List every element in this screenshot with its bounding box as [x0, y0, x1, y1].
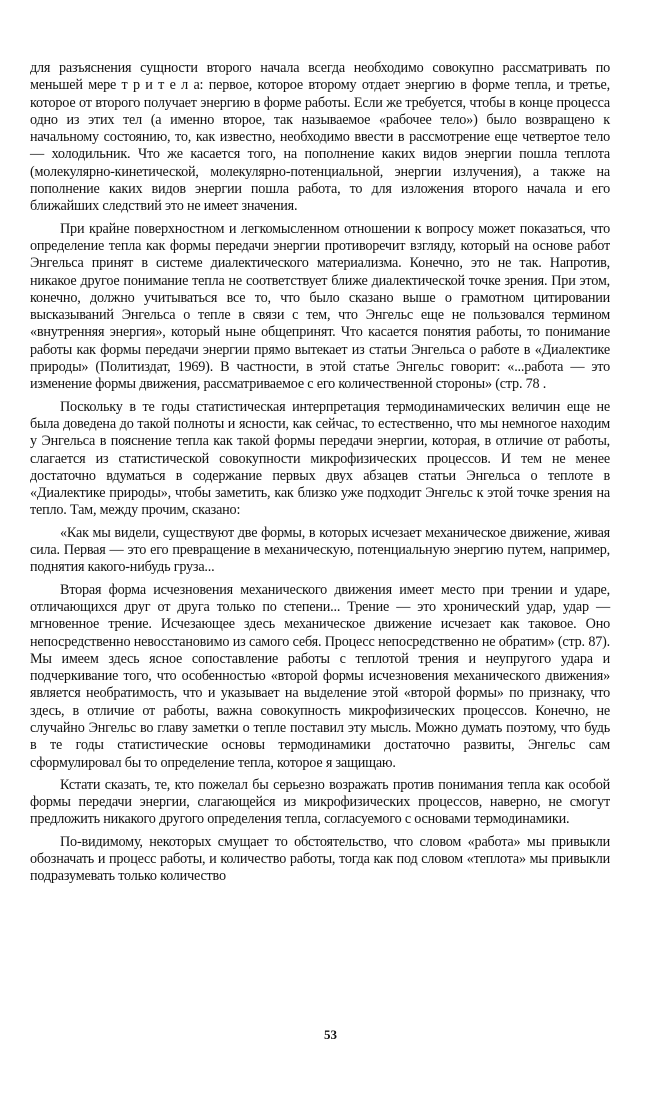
paragraph-second-law-bodies: для разъяснения сущности второго начала всегда необходимо совокупно рассматривать по меньшей мере т р и т е л а: первое, которое второму отдает энергию в форме тепла, и третье, которое от второго получает энергию в форме работы. Если же требуется, чтобы в конце процесса одно из этих тел (а именно второе, так называемое «рабочее тело») было возвращено к начальному состоянию, то, как известно, необходимо ввести в рассмотрение еще четвертое тело — холодильник. Что же касается того, на пополнение каких видов энергии пошла теплота (молекулярно-кинетической, молекулярно-потенциальной, энергии излучения), а также на пополнение каких видов энергии пошла работа, то для изложения второго начала и его ближайших следствий это не имеет значения. — [30, 60, 610, 215]
paragraph-work-word: По-видимому, некоторых смущает то обстоятельство, что словом «работа» мы привыкли обозначать и процесс работы, и количество работы, тогда как под словом «теплота» мы привыкли подразумевать только количество — [30, 833, 610, 885]
quote-mechanical-motion: «Как мы видели, существуют две формы, в которых исчезает механическое движение, живая сила. Первая — это его превращение в механическую, потенциальную энергию путем, например, поднятия какого-нибудь груза... — [30, 524, 610, 576]
paragraph-statistical-interpretation: Поскольку в те годы статистическая интерпретация термодинамических величин еще не была доведена до такой полноты и ясности, как сейчас, то естественно, что мы немногое находим у Энгельса в пояснение тепла как такой формы передачи энергии, которая, в отличие от работы, слагается из статистической совокупности микрофизических процессов. И тем не менее достаточно вдуматься в содержание первых двух абзацев статьи Энгельса о теплоте в «Диалектике природы», чтобы заметить, как близко уже подходит Энгельс к этой точке зрения на тепло. Там, между прочим, сказано: — [30, 398, 610, 519]
paragraph-heat-definition: При крайне поверхностном и легкомысленном отношении к вопросу может показаться, что определение тепла как формы передачи энергии противоречит взгляду, который на основе работ Энгельса принят в системе диалектического материализма. Конечно, это не так. Напротив, никакое другое понимание тепла не соответствует ближе диалектической точке зрения. При этом, конечно, должно учитываться все то, что было сказано выше о грамотном цитировании высказываний Энгельса о тепле в связи с тем, что Энгельс еще не пользовался термином «внутренняя энергия», который ныне общепринят. Что касается понятия работы, то понимание работы как формы передачи энергии прямо вытекает из статьи Энгельса о работе в «Диалектике природы» (Политиздат, 1969). В частности, в этой статье Энгельс говорит: «...работа — это изменение формы движения, рассматриваемое с его количественной стороны» (стр. 78 . — [30, 220, 610, 393]
paragraph-friction-impact: Вторая форма исчезновения механического движения имеет место при трении и ударе, отличающихся друг от друга только по степени... Трение — это хронический удар, удар — мгновенное трение. Исчезающее здесь механическое движение исчезает как таковое. Оно непосредственно невосстановимо из самого себя. Процесс непосредственно не обратим» (стр. 87). Мы имеем здесь ясное сопоставление работы с теплотой трения и неупругого удара и подчеркивание того, что особенностью «второй формы исчезновения механического движения» является необратимость, что и указывает на выделение этой «второй формы» по признаку, что здесь, в отличие от работы, важна совокупность микрофизических процессов. Конечно, не случайно Энгельс во главу заметки о тепле поставил эту мысль. Можно думать поэтому, что будь в те годы статистические основы термодинамики достаточно развиты, Энгельс сам сформулировал бы то определение тепла, которое я защищаю. — [30, 581, 610, 771]
paragraph-objections: Кстати сказать, те, кто пожелал бы серьезно возражать против понимания тепла как особой формы передачи энергии, слагающейся из микрофизических процессов, наверно, не смогут предложить никакого другого определения тепла, согласуемого с основами термодинамики. — [30, 776, 610, 828]
page-body — [30, 60, 610, 891]
page-number: 53 — [324, 1027, 337, 1042]
